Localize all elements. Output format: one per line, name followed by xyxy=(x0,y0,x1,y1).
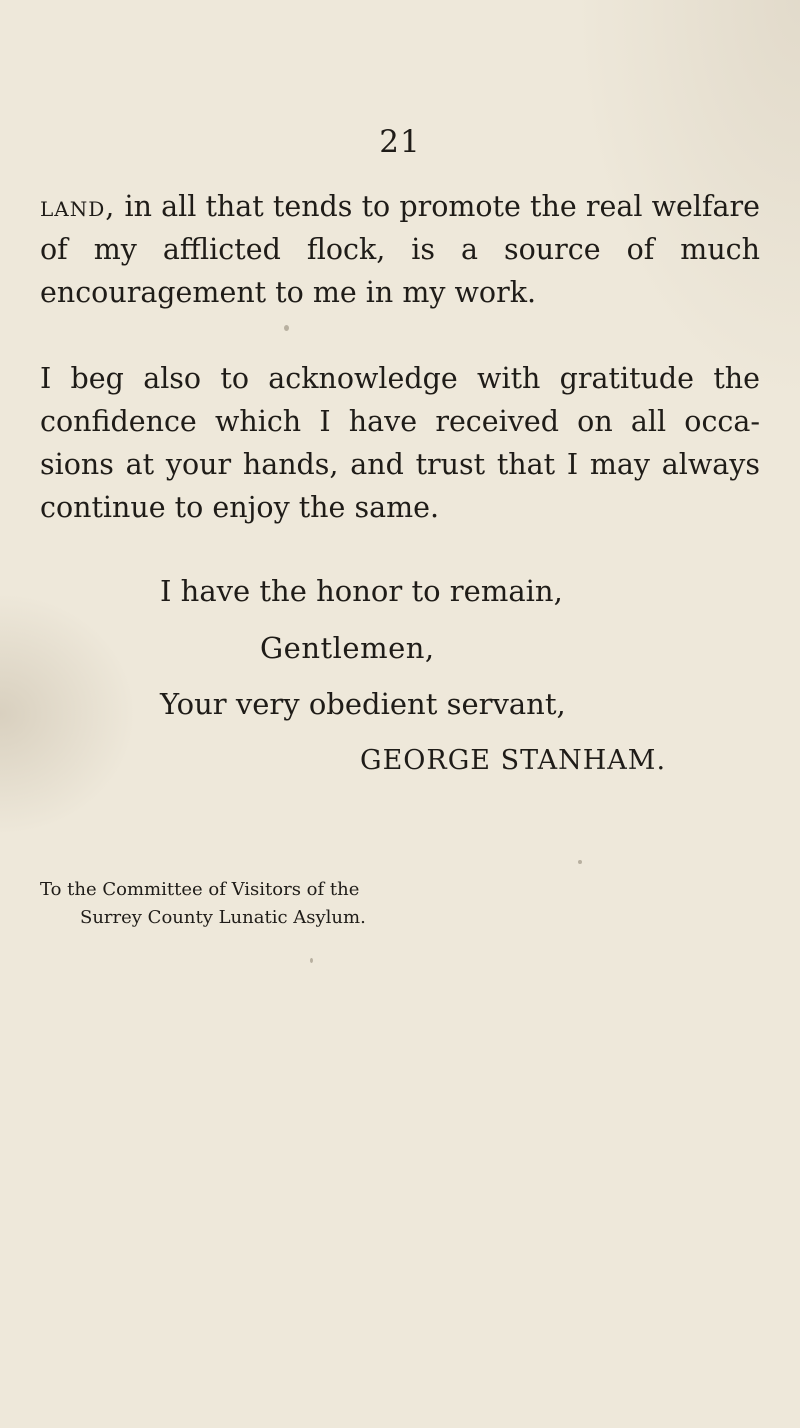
paragraph-1 xyxy=(40,185,760,314)
signature: GEORGE STANHAM. xyxy=(360,745,667,776)
address-line-2: Surrey County Lunatic Asylum. xyxy=(80,907,366,928)
page-number: 21 xyxy=(379,124,421,160)
paper-speck xyxy=(578,860,582,864)
paragraph-1-text: in all that tends to promote the real welfare of my afflicted flock, is a source of much encouragement to me in my work. xyxy=(40,190,760,309)
closing-salutation: I have the honor to remain, xyxy=(160,574,563,608)
paragraph-1-lead-word: land, xyxy=(40,190,116,223)
closing-addressee: Gentlemen, xyxy=(260,631,435,665)
address-line-1: To the Committee of Visitors of the xyxy=(40,879,360,900)
paper-speck xyxy=(310,958,313,963)
paragraph-2: I beg also to acknowledge with gratitude the confidence which I have received on all occa-sions at your hands, and trust that I may always continue to enjoy the same. xyxy=(40,362,760,524)
paper-speck xyxy=(284,325,289,331)
closing-servant: Your very obedient servant, xyxy=(160,687,566,721)
